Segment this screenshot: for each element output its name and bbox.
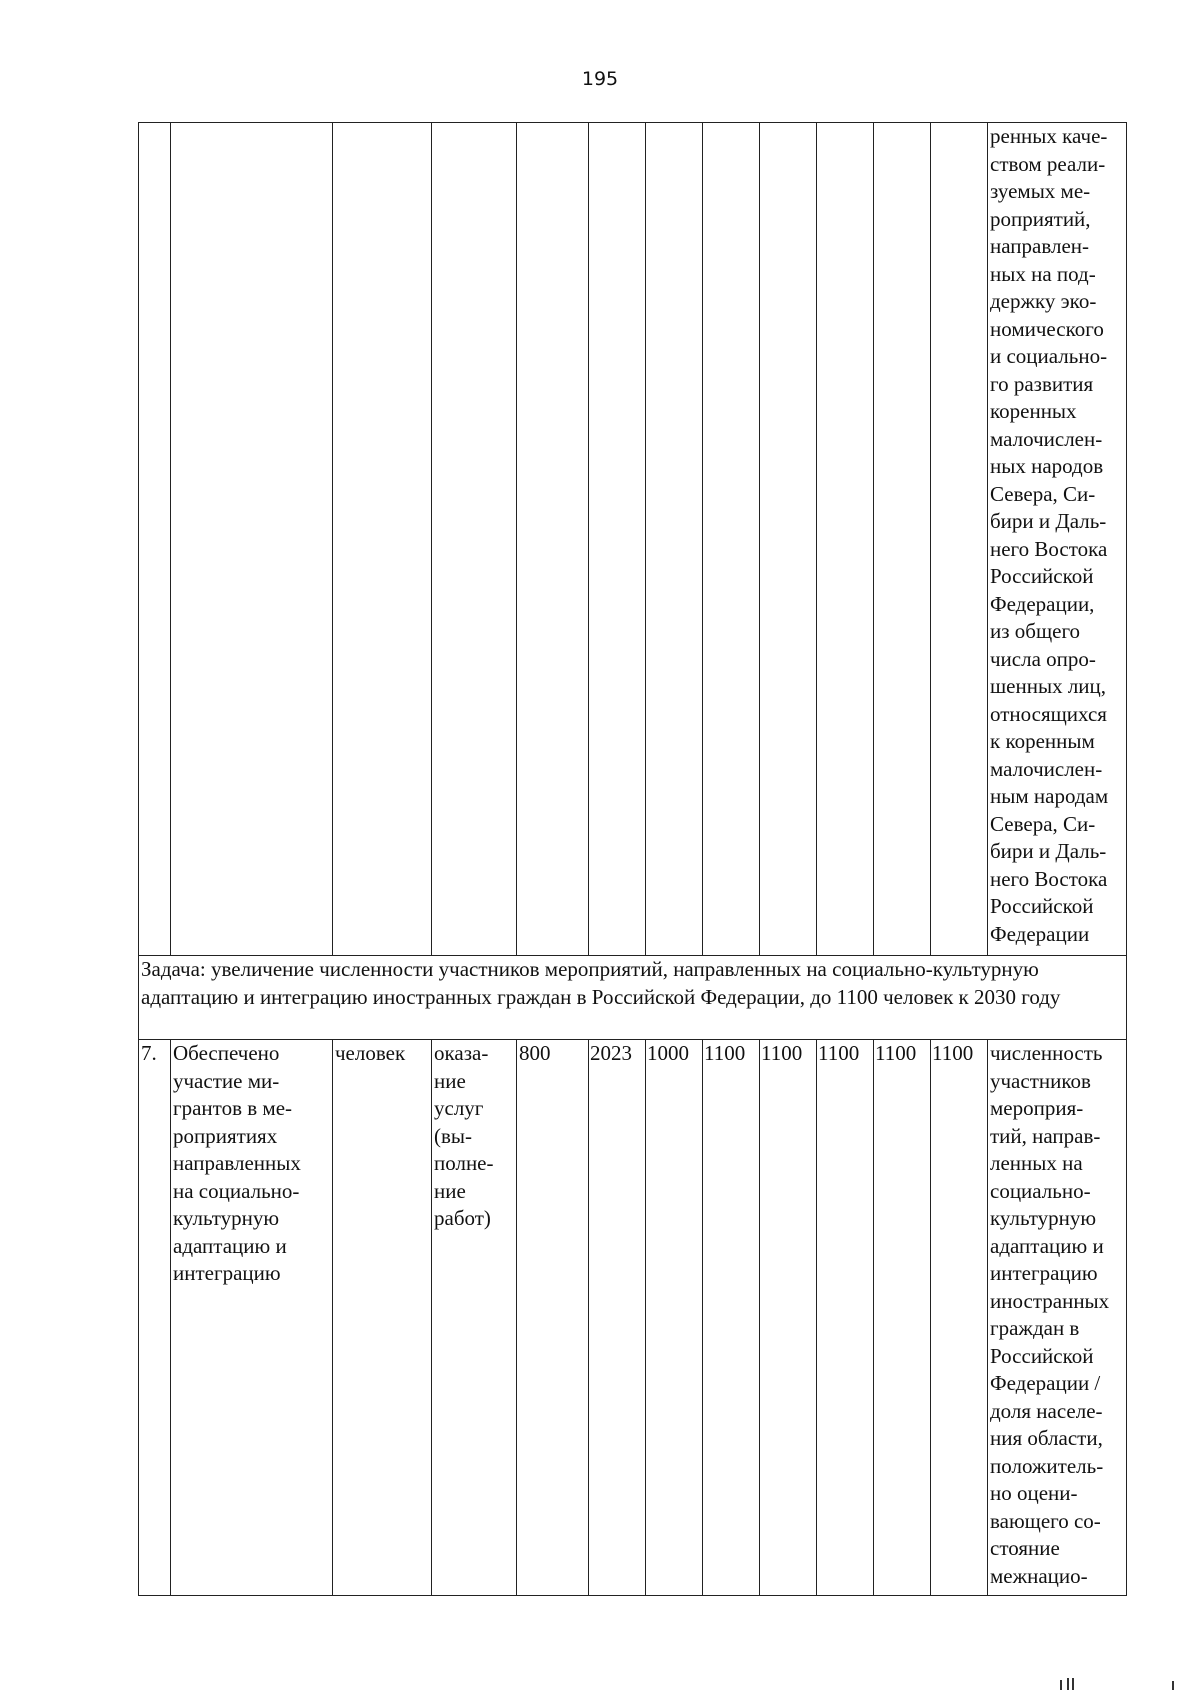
page-number: 195 xyxy=(581,68,619,90)
cell-empty xyxy=(931,123,988,956)
cell-empty xyxy=(171,123,333,956)
cell-empty xyxy=(432,123,517,956)
year-value: 1100 xyxy=(760,1040,817,1596)
indicators-table xyxy=(138,122,1127,1596)
cell-empty xyxy=(333,123,432,956)
year-value: 1100 xyxy=(817,1040,874,1596)
year-value: 1100 xyxy=(874,1040,931,1596)
cell-empty xyxy=(703,123,760,956)
task-row xyxy=(139,956,1127,1040)
cell-empty xyxy=(874,123,931,956)
table-row-7 xyxy=(139,1040,1127,1596)
cell-empty xyxy=(139,123,171,956)
continued-row xyxy=(139,123,1127,956)
cell-empty xyxy=(589,123,646,956)
unit-of-measure: человек xyxy=(333,1040,432,1596)
scan-marks xyxy=(1040,1678,1180,1690)
row-number: 7. xyxy=(139,1040,171,1596)
task-text: Задача: увеличение численности участников мероприятий, направленных на социально-культурную адаптацию и интеграцию иностранных граждан в Российской Федерации, до 1100 человек к 2030 году xyxy=(139,956,1127,1040)
cell-empty xyxy=(646,123,703,956)
cell-empty xyxy=(760,123,817,956)
year-value: 1100 xyxy=(703,1040,760,1596)
base-value: 800 xyxy=(517,1040,589,1596)
cell-empty xyxy=(517,123,589,956)
year-value: 1000 xyxy=(646,1040,703,1596)
year-value: 1100 xyxy=(931,1040,988,1596)
linked-indicator: численность участников мероприя- тий, направ- ленных на социально- культурную адаптацию и интеграцию иностранных граждан в Российской Федерации / доля населе- ния области, положитель- но оцени- вающего со- стояние межнацио- xyxy=(988,1040,1127,1596)
cell-empty xyxy=(817,123,874,956)
result-name: Обеспечено участие ми- грантов в ме- роприятиях направленных на социально- культурную адаптацию и интеграцию xyxy=(171,1040,333,1596)
indicator-description-continued: ренных каче- ством реали- зуемых ме- роприятий, направлен- ных на под- держку эко- номического и социально- го развития коренных малочислен- ных народов Севера, Си- бири и Даль- него Востока Российской Федерации, из общего числа опро- шенных лиц, относящихся к коренным малочислен- ным народам Севера, Си- бири и Даль- него Востока Российской Федерации xyxy=(988,123,1127,956)
result-type: оказа- ние услуг (вы- полне- ние работ) xyxy=(432,1040,517,1596)
base-year: 2023 xyxy=(589,1040,646,1596)
